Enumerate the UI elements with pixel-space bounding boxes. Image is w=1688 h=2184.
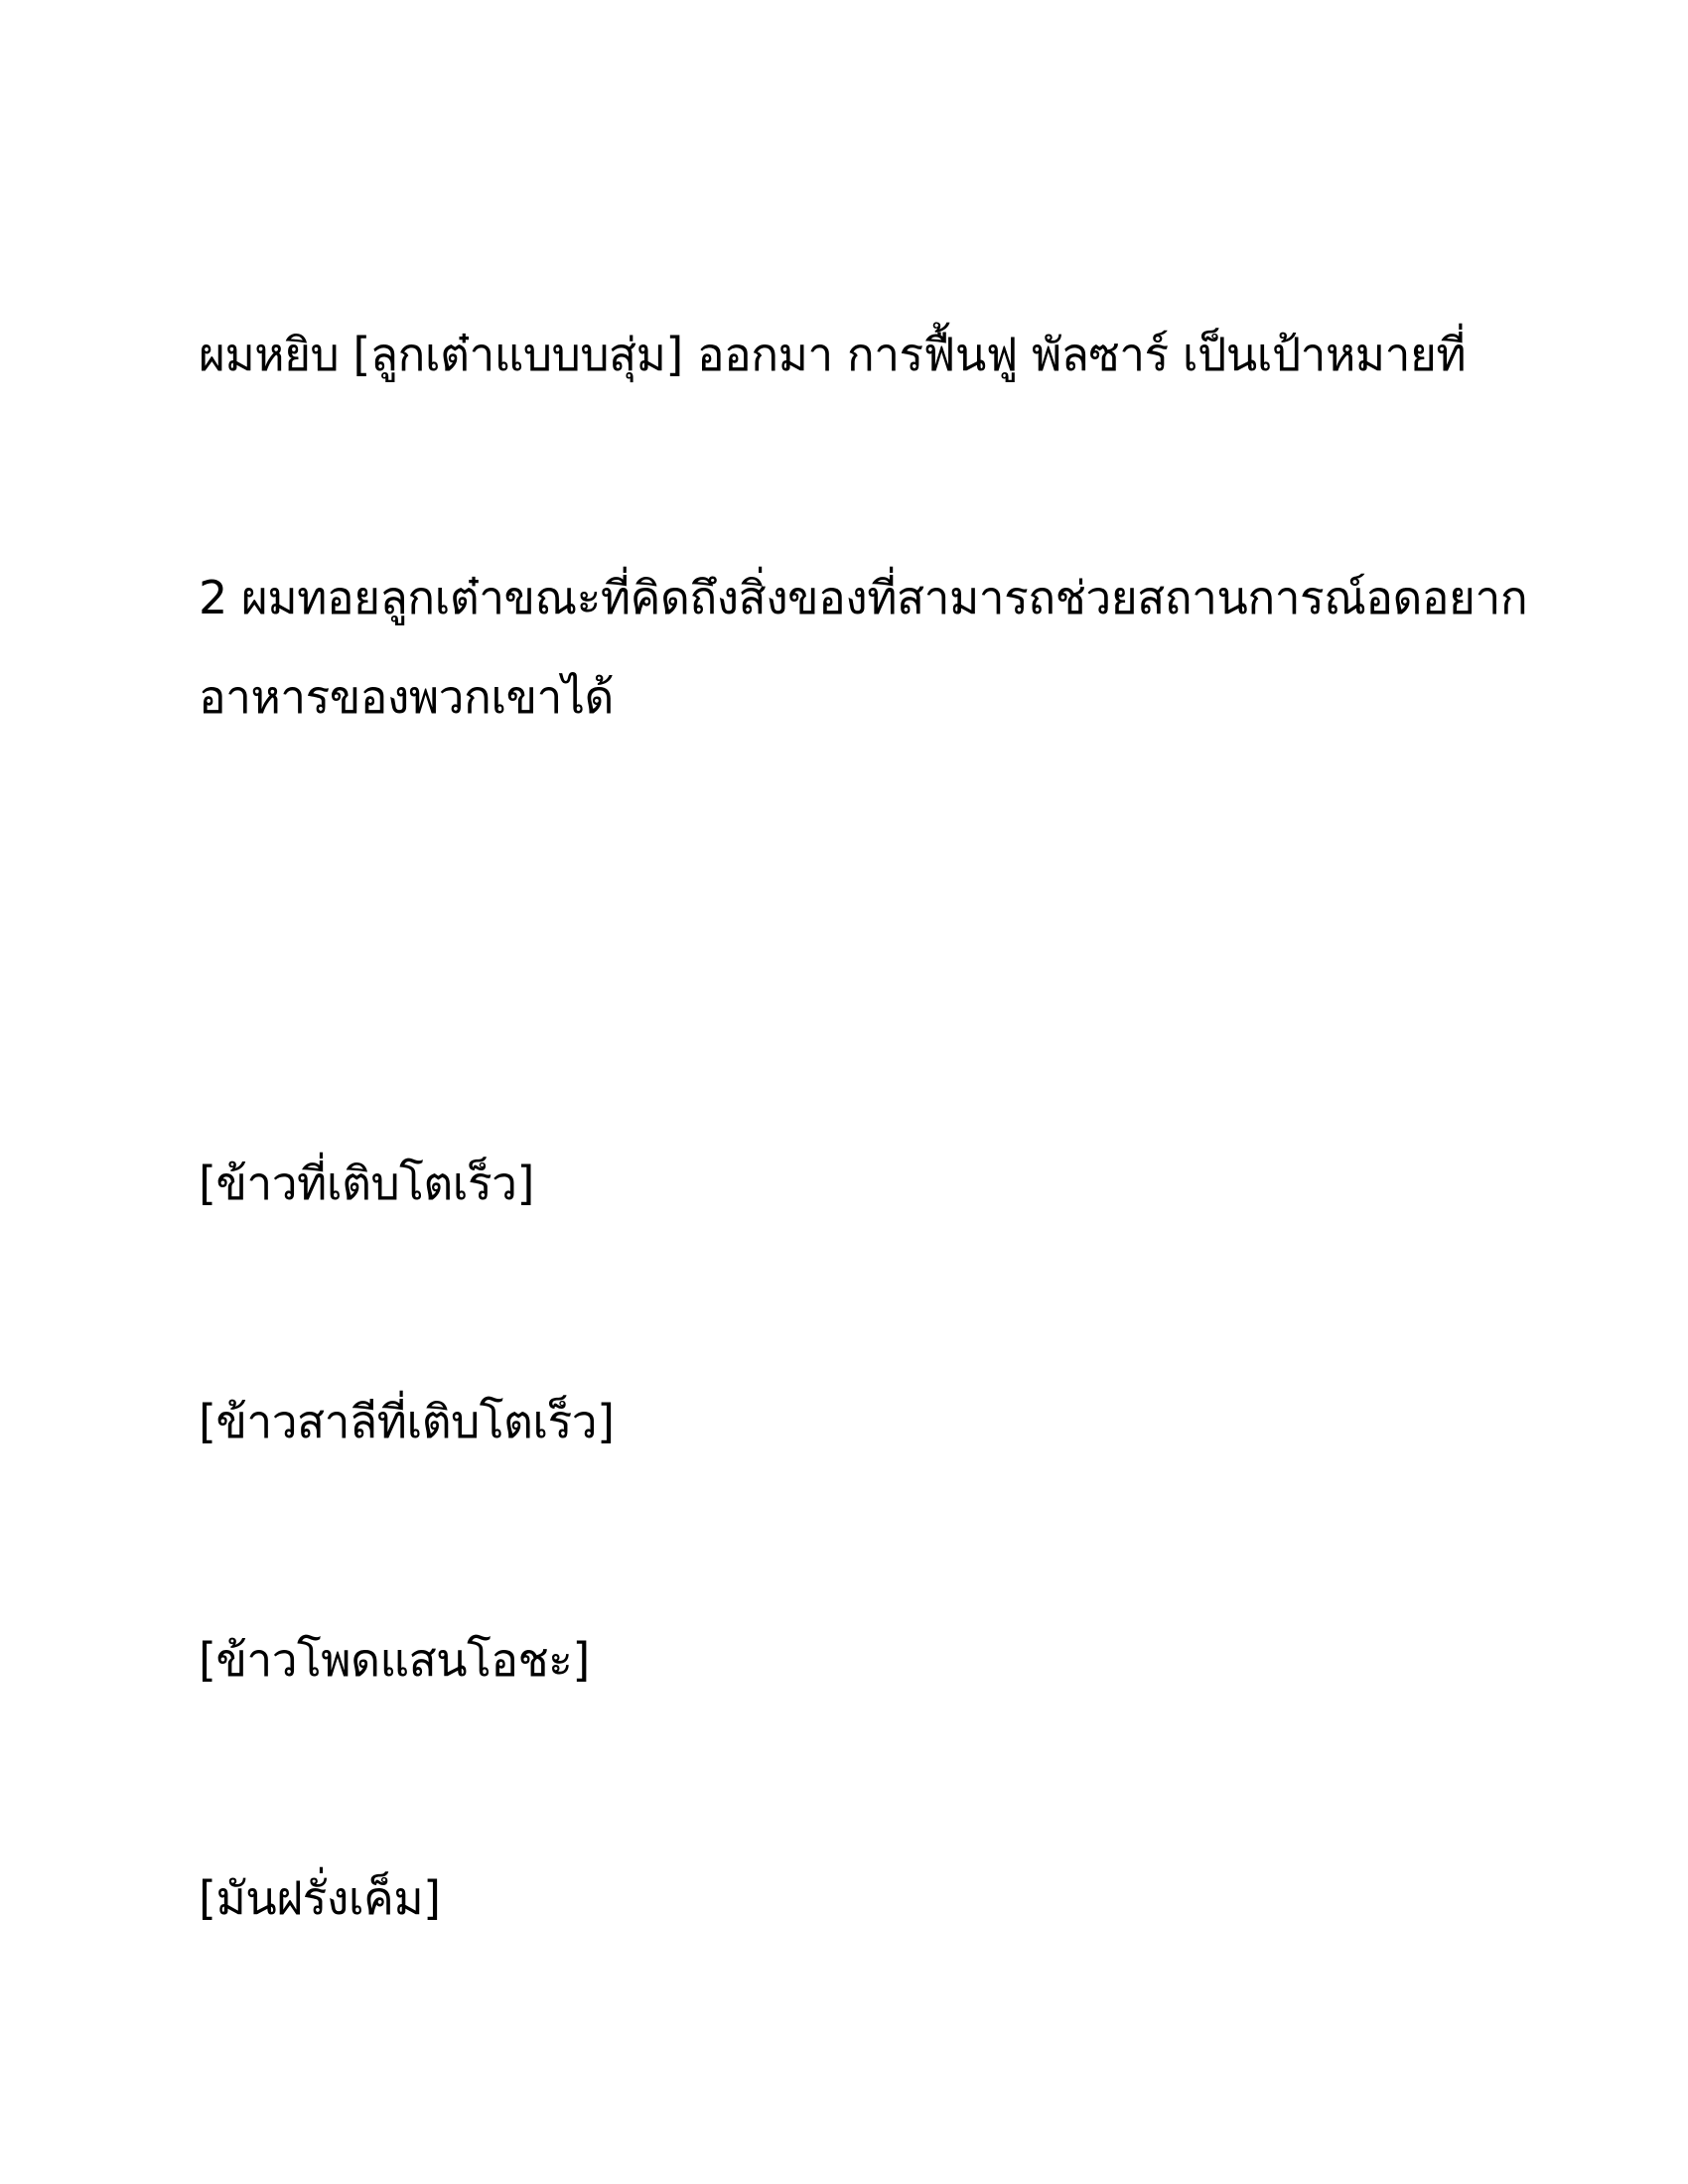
option-fast-growing-rice: [ข้าวที่เติบโตเร็ว] <box>199 1157 534 1210</box>
option-delicious-corn: [ข้าวโพดแสนโอชะ] <box>199 1633 590 1687</box>
option-fast-growing-wheat: [ข้าวสาลีที่เติบโตเร็ว] <box>199 1395 615 1448</box>
paragraph-dice-roll-line-2: อาหารของพวกเขาได้ <box>199 670 614 724</box>
option-salty-potato: [มันฝรั่งเค็ม] <box>199 1871 441 1925</box>
paragraph-dice-roll-line-1: 2 ผมทอยลูกเต๋าขณะที่คิดถึงสิ่งของที่สามารถช่วยสถานการณ์อดอยาก <box>199 571 1528 624</box>
paragraph-dice-pick: ผมหยิบ [ลูกเต๋าแบบบสุ่ม] ออกมา การฟื้นฟู พัลซาร์ เป็นเป้าหมายที่ <box>199 328 1467 381</box>
